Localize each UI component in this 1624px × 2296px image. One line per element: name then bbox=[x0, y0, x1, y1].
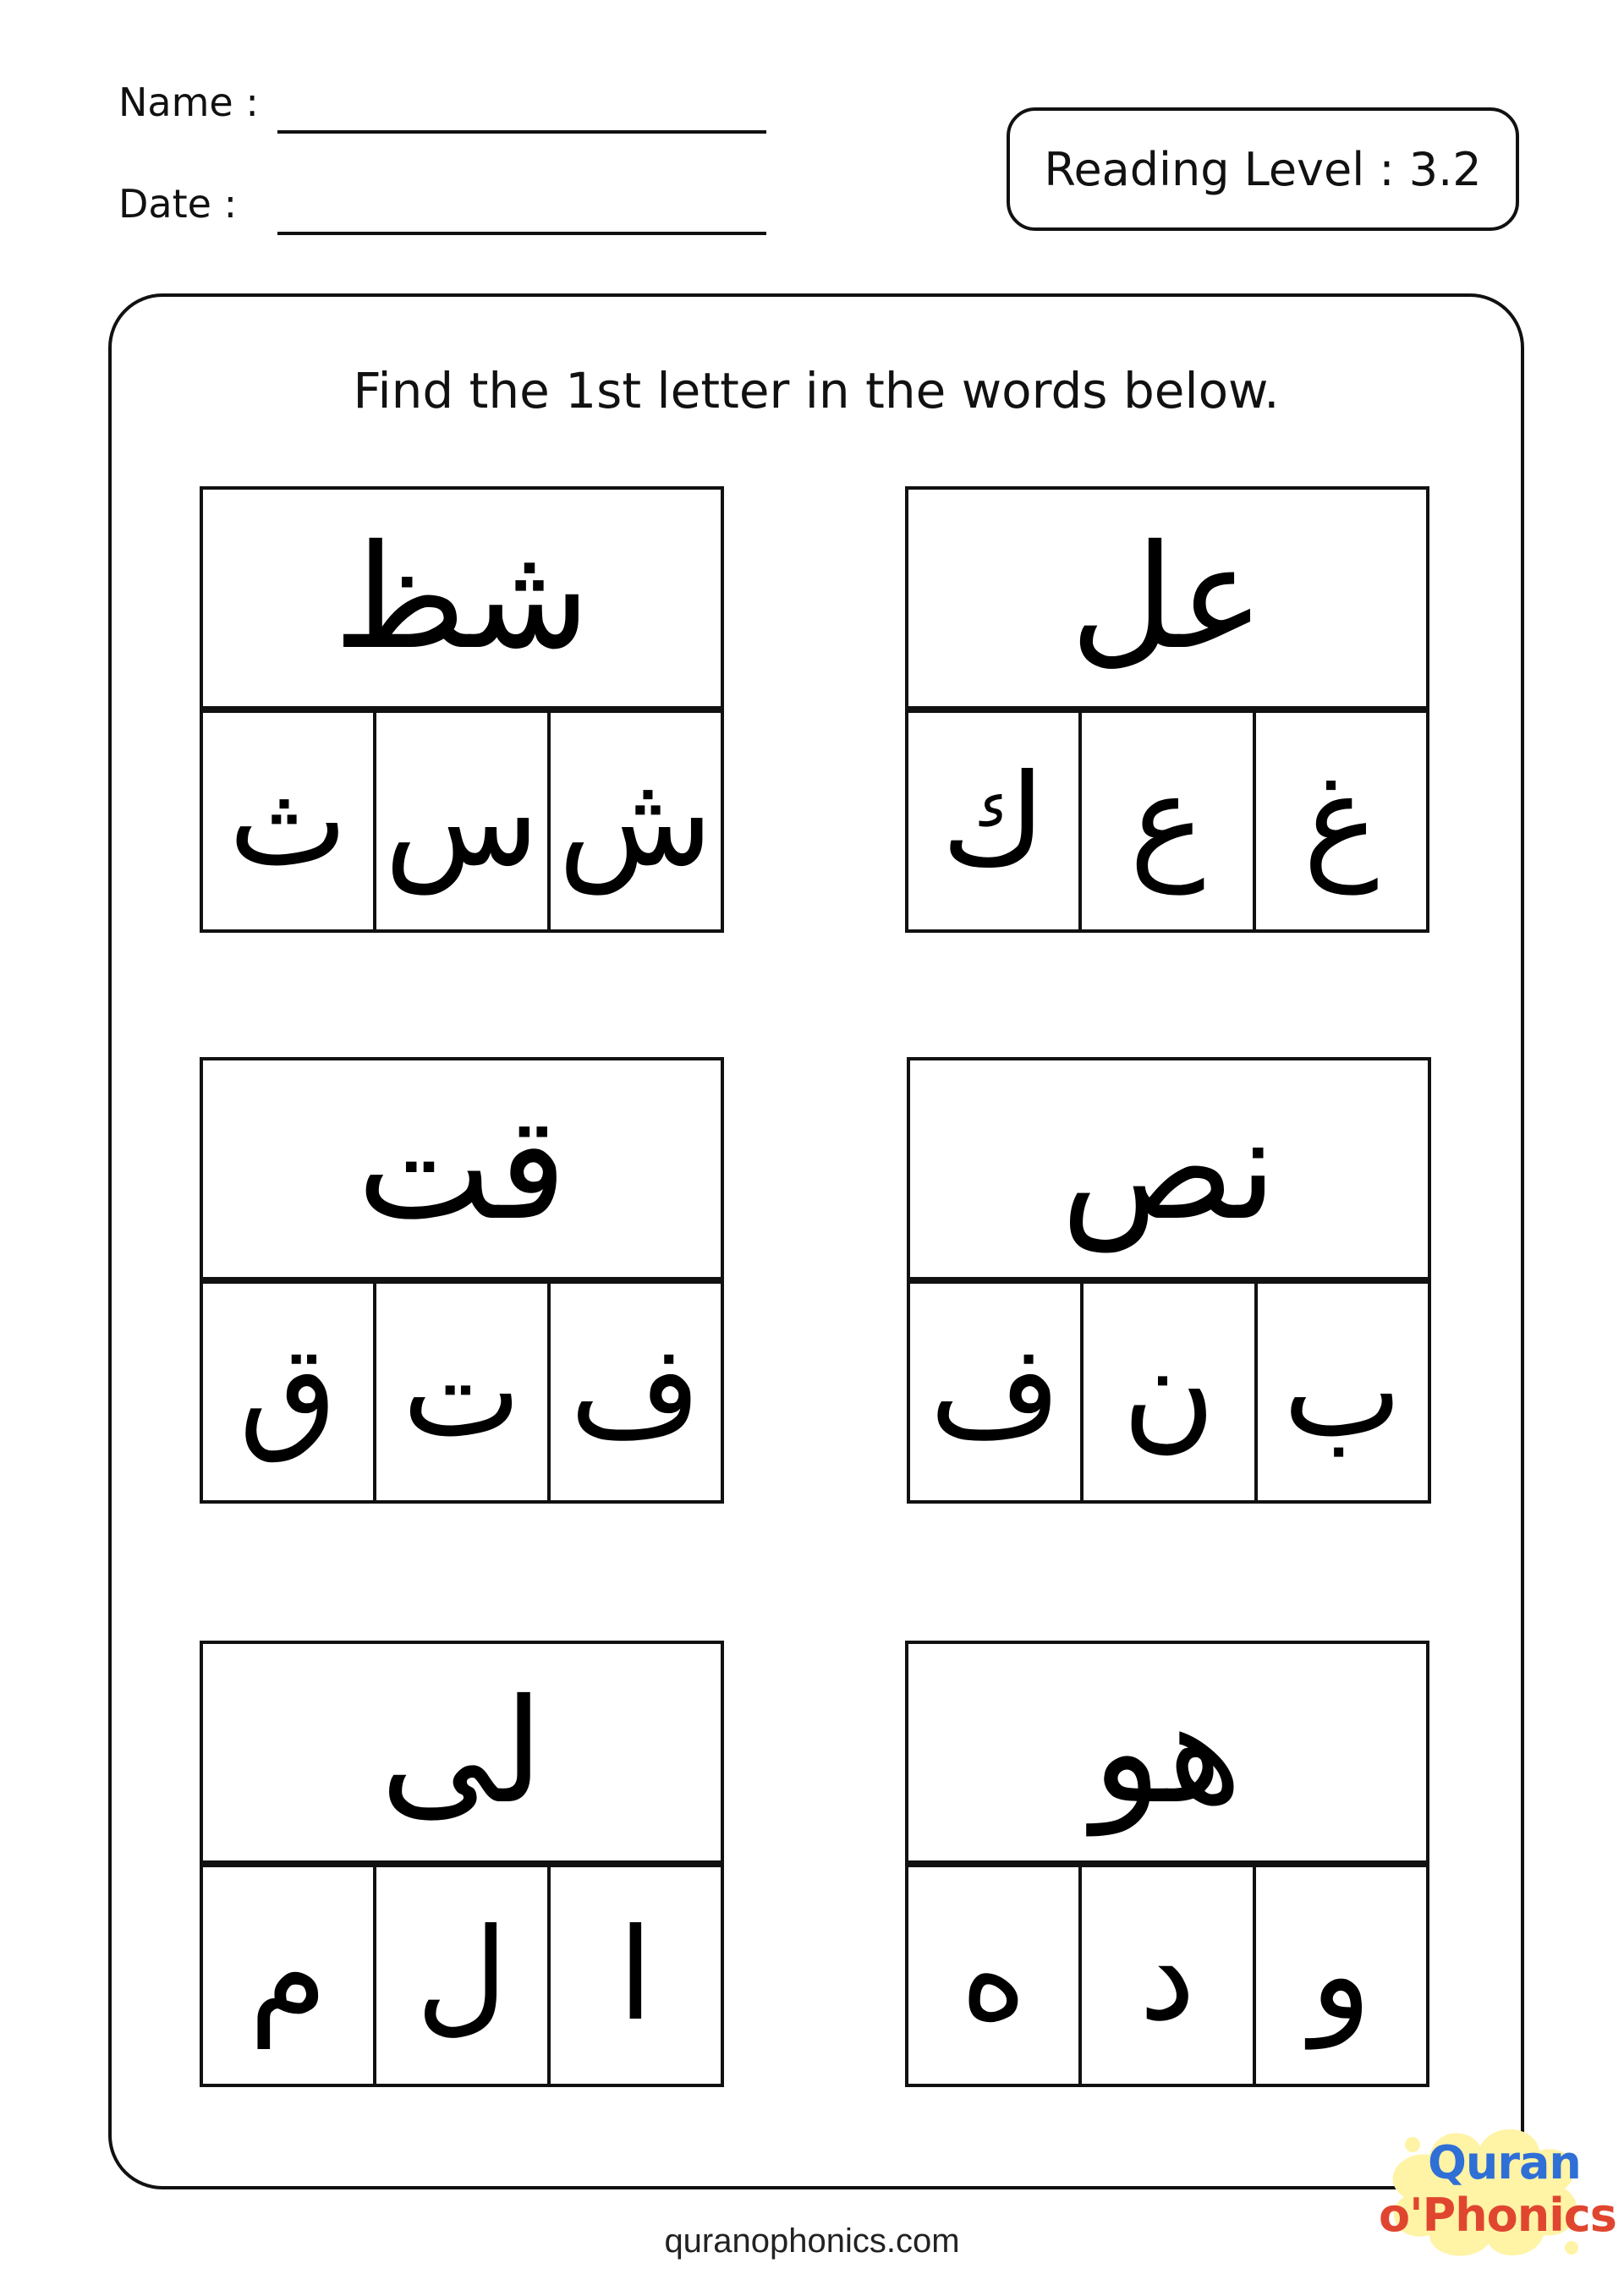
word-card bbox=[200, 1057, 724, 1504]
name-line[interactable] bbox=[277, 130, 766, 134]
letter-option[interactable] bbox=[200, 1280, 376, 1504]
letter-glyph: م bbox=[249, 1902, 328, 2049]
quranophonics-logo bbox=[1379, 2121, 1616, 2265]
letter-option[interactable] bbox=[1080, 1280, 1257, 1504]
date-line[interactable] bbox=[277, 232, 766, 235]
logo-text-quran: Quran bbox=[1428, 2136, 1581, 2189]
letter-glyph: د bbox=[1138, 1902, 1196, 2049]
letter-option[interactable] bbox=[200, 710, 376, 933]
word-card bbox=[905, 486, 1429, 933]
word-box bbox=[907, 1057, 1431, 1280]
word-card bbox=[200, 486, 724, 933]
word-box bbox=[905, 486, 1429, 710]
arabic-word: نص bbox=[1061, 1085, 1277, 1252]
letter-glyph: ف bbox=[569, 1318, 702, 1466]
letter-options bbox=[200, 1864, 724, 2087]
letter-option[interactable] bbox=[547, 710, 724, 933]
letter-glyph: ه bbox=[960, 1902, 1027, 2049]
reading-level-badge: Reading Level : 3.2 bbox=[1007, 107, 1519, 231]
letter-option[interactable] bbox=[373, 1864, 550, 2087]
letter-glyph: ش bbox=[557, 748, 713, 895]
letter-option[interactable] bbox=[907, 1280, 1084, 1504]
letter-option[interactable] bbox=[1253, 1864, 1429, 2087]
date-label: Date : bbox=[118, 181, 238, 227]
word-box bbox=[200, 1057, 724, 1280]
letter-options bbox=[905, 710, 1429, 933]
word-card bbox=[907, 1057, 1431, 1504]
letter-option[interactable] bbox=[547, 1864, 724, 2087]
letter-options bbox=[907, 1280, 1431, 1504]
website-footer: quranophonics.com bbox=[664, 2222, 960, 2260]
letter-option[interactable] bbox=[905, 1864, 1082, 2087]
letter-option[interactable] bbox=[1078, 710, 1255, 933]
letter-glyph: ك bbox=[941, 748, 1046, 895]
letter-glyph: ف bbox=[929, 1318, 1062, 1466]
letter-glyph: و bbox=[1310, 1902, 1372, 2049]
instruction-text: Find the 1st letter in the words below. bbox=[353, 362, 1280, 419]
letter-glyph: ق bbox=[239, 1318, 337, 1466]
letter-glyph: ن bbox=[1122, 1318, 1216, 1466]
letter-option[interactable] bbox=[200, 1864, 376, 2087]
word-box bbox=[200, 486, 724, 710]
arabic-word: قت bbox=[356, 1085, 568, 1252]
name-label: Name : bbox=[118, 79, 259, 125]
letter-options bbox=[200, 710, 724, 933]
letter-glyph: ب bbox=[1282, 1318, 1402, 1466]
logo-text-ophonics: o'Phonics bbox=[1379, 2189, 1616, 2242]
word-box bbox=[905, 1641, 1429, 1864]
word-box bbox=[200, 1641, 724, 1864]
letter-option[interactable] bbox=[373, 710, 550, 933]
letter-glyph: ت bbox=[402, 1318, 522, 1466]
letter-glyph: ع bbox=[1129, 748, 1205, 895]
arabic-word: شظ bbox=[333, 514, 590, 682]
arabic-word: عل bbox=[1069, 514, 1265, 682]
letter-glyph: غ bbox=[1303, 748, 1380, 895]
letter-glyph: ل bbox=[415, 1902, 508, 2049]
letter-option[interactable] bbox=[1078, 1864, 1255, 2087]
letter-option[interactable] bbox=[1253, 710, 1429, 933]
letter-glyph: س bbox=[384, 748, 540, 895]
letter-options bbox=[200, 1280, 724, 1504]
letter-option[interactable] bbox=[547, 1280, 724, 1504]
letter-options bbox=[905, 1864, 1429, 2087]
letter-option[interactable] bbox=[373, 1280, 550, 1504]
arabic-word: لى bbox=[380, 1669, 544, 1836]
word-card bbox=[200, 1641, 724, 2087]
word-card bbox=[905, 1641, 1429, 2087]
letter-glyph: ث bbox=[228, 748, 348, 895]
letter-glyph: ا bbox=[617, 1902, 654, 2049]
letter-option[interactable] bbox=[1254, 1280, 1431, 1504]
arabic-word: هو bbox=[1092, 1669, 1243, 1836]
letter-option[interactable] bbox=[905, 710, 1082, 933]
